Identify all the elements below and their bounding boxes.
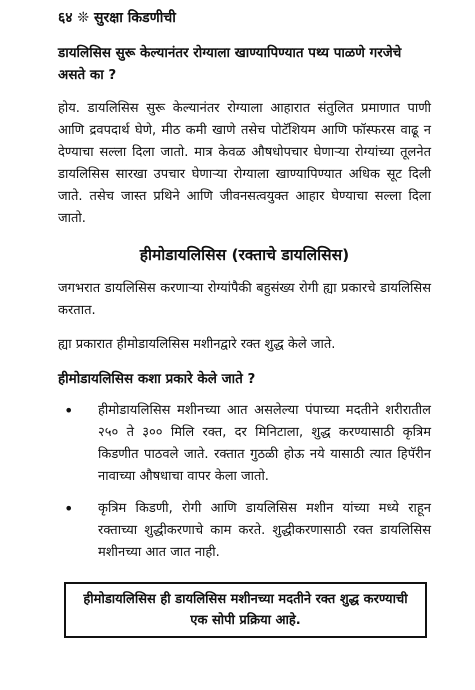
section-title: हीमोडायलिसिस (रक्ताचे डायलिसिस) (139, 246, 350, 264)
intro-paragraph: जगभरात डायलिसिस करणाऱ्या रोग्यांपैकी बहुसंख्य रोगी ह्या प्रकारचे डायलिसिस करतात. (58, 281, 431, 318)
bullet-dot-icon: • (64, 401, 74, 420)
bullet-list (58, 400, 431, 564)
subheading: हीमोडायलिसिस कशा प्रकारे केले जाते ? (58, 371, 256, 387)
callout-box: हीमोडायलिसिस ही डायलिसिस मशीनच्या मदतीने रक्त शुद्ध करण्याची एक सोपी प्रक्रिया आहे. (64, 582, 427, 638)
method-paragraph: ह्या प्रकारात हीमोडायलिसिस मशीनद्वारे रक्त शुद्ध केले जाते. (58, 337, 336, 352)
answer-paragraph: होय. डायलिसिस सुरू केल्यानंतर रोग्याला आहारात संतुलित प्रमाणात पाणी आणि द्रवपदार्थ घेणे, मीठ कमी खाणे तसेच पोटॅशियम आणि फॉस्फरस वाढू न देण्याचा सल्ला दिला जातो. मात्र केवळ औषधोपचार घेणाऱ्या रोग्यांच्या तूलनेत डायलिसिस सारखा उपचार घेणाऱ्या रोग्याला खाण्यापिण्यात अधिक सूट दिली जाते. तसेच जास्त प्रथिने आणि जीवनसत्वयुक्त आहार घेण्याचा सल्ला दिला जातो. (58, 101, 431, 226)
bullet-dot-icon: • (64, 499, 74, 518)
bullet-text: कृत्रिम किडणी, रोगी आणि डायलिसिस मशीन यांच्या मध्ये राहून रक्ताच्या शुद्धीकरणाचे काम करते. शुद्धीकरणासाठी रक्त डायलिसिस मशीनच्या आत जात नाही. (98, 501, 431, 560)
bullet-item (58, 498, 431, 564)
bullet-text: हीमोडायलिसिस मशीनच्या आत असलेल्या पंपाच्या मदतीने शरीरातील २५० ते ३०० मिलि रक्त, दर मिनिटाला, शुद्ध करण्यासाठी कृत्रिम किडणीत पाठवले जाते. रक्तात गुठळी होऊ नये यासाठी त्यात हिपॅरीन नावाच्या औषधाचा वापर केला जातो. (98, 403, 431, 484)
running-head: ६४ ❊ सुरक्षा किडणीची (58, 10, 176, 26)
bullet-item (58, 400, 431, 488)
question-heading: डायलिसिस सुरू केल्यानंतर रोग्याला खाण्यापिण्यात पथ्य पाळणे गरजेचे असते का ? (58, 45, 402, 83)
